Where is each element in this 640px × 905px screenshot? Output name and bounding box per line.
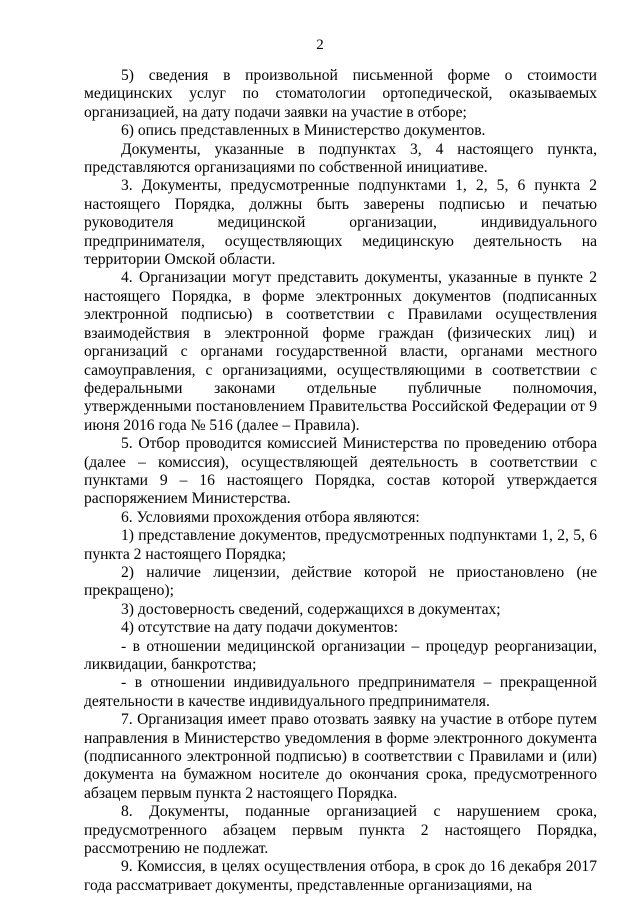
paragraph-dash-entrepreneur: - в отношении индивидуального предпринимателя – прекращенной деятельности в качестве индивидуального предпринимателя. — [84, 674, 597, 710]
paragraph-condition-4: 4) отсутствие на дату подачи документов: — [121, 619, 399, 637]
paragraph-item-4: 4. Организации могут представить документы, указанные в пункте 2 настоящего Порядка, в форме электронных документов (подписанных электронной подписью) в соответствии с Правилами осуществления взаимодействия в электронной форме граждан (физических лиц) и организаций с органами государственной власти, органами местного самоуправления, с организациями, осуществляющими в соответствии с федеральными законами отдельные публичные полномочия, утвержденными постановлением Правительства Российской Федерации от 9 июня 2016 года № 516 (далее – Правила). — [84, 269, 597, 434]
paragraph-subitem-6: 6) опись представленных в Министерство документов. — [121, 122, 486, 140]
page-number: 2 — [316, 37, 324, 53]
paragraph-condition-2: 2) наличие лицензии, действие которой не приостановлено (не прекращено); — [84, 563, 597, 600]
paragraph-condition-1: 1) представление документов, предусмотренных подпунктами 1, 2, 5, 6 пункта 2 настоящего Порядка; — [84, 527, 597, 563]
paragraph-item-8: 8. Документы, поданные организацией с нарушением срока, предусмотренного абзацем первым пункта 2 настоящего Порядка, рассмотрению не подлежат. — [84, 803, 597, 858]
paragraph-item-9: 9. Комиссия, в целях осуществления отбора, в срок до 16 декабря 2017 года рассматривает документы, представленные организациями, на — [84, 858, 597, 894]
paragraph-condition-3: 3) достоверность сведений, содержащихся в документах; — [121, 600, 501, 618]
paragraph-dash-medical-organization: - в отношении медицинской организации – процедур реорганизации, ликвидации, банкротства; — [84, 637, 597, 673]
paragraph-item-7: 7. Организация имеет право отозвать заявку на участие в отборе путем направления в Министерство уведомления в форме электронного документа (подписанного электронной подписью) в соответствии с Правилами и (или) документа на бумажном носителе до окончания срока, предусмотренного абзацем первым пункта 2 настоящего Порядка. — [84, 711, 597, 802]
paragraph-item-6: 6. Условиями прохождения отбора являются: — [121, 508, 420, 526]
paragraph-subitem-5: 5) сведения в произвольной письменной форме о стоимости медицинских услуг по стоматологии ортопедической, оказываемых организацией, на дату подачи заявки на участие в отборе; — [84, 67, 597, 121]
paragraph-item-5: 5. Отбор проводится комиссией Министерства по проведению отбора (далее – комиссия), осуществляющей деятельность в соответствии с пунктами 9 – 16 настоящего Порядка, состав которой утверждается распоряжением Министерства. — [84, 435, 597, 508]
paragraph-optional-documents: Документы, указанные в подпунктах 3, 4 настоящего пункта, представляются организациями по собственной инициативе. — [84, 140, 597, 177]
paragraph-item-3: 3. Документы, предусмотренные подпунктами 1, 2, 5, 6 пункта 2 настоящего Порядка, должны быть заверены подписью и печатью руководителя медицинской организации, индивидуального предпринимателя, осуществляющих медицинскую деятельность на территории Омской области. — [84, 177, 597, 269]
document-body — [84, 67, 597, 895]
